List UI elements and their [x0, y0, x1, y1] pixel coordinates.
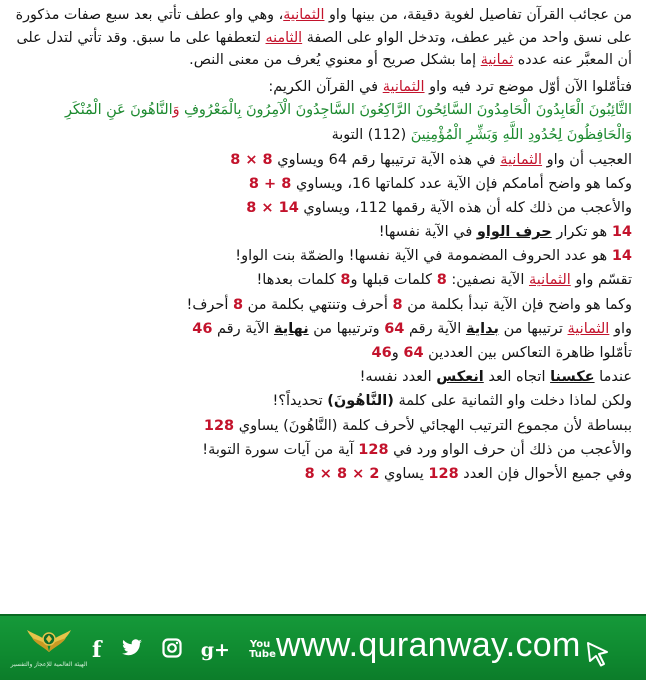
fact-text: ترتيبها من: [498, 320, 568, 337]
instagram-icon[interactable]: [162, 638, 182, 662]
footer-divider: [0, 614, 646, 616]
fact-text: تحديداً؟!: [272, 393, 328, 410]
emphasis-term: بداية: [465, 320, 499, 337]
intro-text: ، وهي واو عطف تأتي بعد سبع صفات مذكورة على نسق واحد من غير عطف، وتدخل الواو على الصفة: [15, 7, 632, 46]
highlight-number: 14: [611, 224, 632, 241]
highlight-term: الثمانية: [500, 151, 543, 168]
emphasis-term: عكسنا: [550, 369, 595, 386]
fact-text: واو: [609, 320, 632, 337]
fact-line: [12, 268, 632, 292]
highlight-number: 64: [403, 345, 424, 361]
fact-text: أحرف وتنتهي بكلمة من: [243, 296, 393, 313]
fact-text: وكما هو واضح فإن الآية تبدأ بكلمة من: [402, 296, 632, 313]
fact-line: [12, 317, 632, 341]
youtube-icon[interactable]: You Tube: [249, 639, 276, 660]
fact-text: وكما هو واضح أمامكم فإن الآية عدد كلماتها 16، ويساوي: [291, 175, 632, 192]
highlight-number: 8: [232, 296, 244, 313]
fact-text: في الآية نفسها!: [378, 224, 477, 241]
fact-line: [12, 172, 632, 196]
highlight-number: 8: [392, 296, 403, 313]
social-links: [92, 636, 285, 664]
verse-text: النَّاهُونَ عَنِ الْمُنْكَرِ وَالْحَافِظُونَ لِحُدُودِ اللَّهِ وَبَشِّرِ الْمُؤْمِنِينَ: [64, 101, 632, 143]
fact-line: [12, 462, 632, 486]
highlight-number: 8 × 14: [246, 199, 299, 216]
facebook-icon[interactable]: f: [92, 637, 102, 663]
fact-text: كلمات قبلها و: [350, 272, 437, 289]
website-link[interactable]: www.quranway.com: [276, 626, 581, 664]
emphasis-term: (النَّاهُونَ): [327, 393, 394, 410]
fact-text: ولكن لماذا دخلت واو الثمانية على كلمة: [393, 393, 632, 410]
highlight-number: 8 × 8 × 2: [304, 465, 380, 482]
organization-logo[interactable]: [4, 622, 94, 678]
fact-text: و: [391, 345, 404, 361]
highlight-number: 14: [611, 248, 632, 265]
fact-text: الآية نصفين:: [446, 272, 529, 289]
pointer-cursor-icon: [585, 640, 611, 668]
twitter-icon[interactable]: [121, 639, 143, 661]
fact-line: [12, 220, 632, 244]
fact-text: العدد نفسه!: [359, 369, 437, 386]
fact-text: تقسّم واو: [570, 272, 632, 289]
fact-text: والأعجب من ذلك أن حرف الواو ورد في: [388, 441, 632, 458]
intro-paragraph: [12, 4, 632, 72]
intro-text: من عجائب القرآن تفاصيل لغوية دقيقة، من بينها واو: [324, 7, 632, 23]
fact-text: هو تكرار: [551, 224, 612, 241]
verse-waw: وَ: [172, 101, 180, 118]
emphasis-term: نهاية: [273, 320, 309, 337]
fact-text: اتجاه العد: [483, 369, 551, 386]
verse-intro: [12, 76, 632, 98]
fact-text: وترتيبها من: [308, 320, 385, 337]
highlight-number: 128: [203, 417, 235, 434]
fact-text: ببساطة لأن مجموع الترتيب الهجائي لأحرف كلمة (النَّاهُونَ) يساوي: [234, 417, 632, 434]
highlight-number: 8: [340, 272, 351, 289]
highlight-term: الثمانية: [567, 320, 610, 337]
highlight-term: الثمانية: [382, 78, 425, 95]
quran-verse: [12, 98, 632, 148]
fact-text: تأمّلوا ظاهرة التعاكس بين العددين: [423, 345, 632, 361]
highlight-term: الثامنه: [265, 29, 303, 46]
fact-text: والأعجب من ذلك كله أن هذه الآية رقمها 112، ويساوي: [298, 199, 632, 216]
fact-text: الآية رقم: [212, 320, 274, 337]
verse-intro-text: فتأمّلوا الآن أوّل موضع ترد فيه واو: [424, 78, 632, 95]
emphasis-term: انعكس: [436, 369, 484, 386]
highlight-number: 46: [192, 320, 213, 337]
verse-text: التَّائِبُونَ الْعَابِدُونَ الْحَامِدُونَ السَّائِحُونَ الرَّاكِعُونَ السَّاجِدُونَ الْآمِرُونَ بِالْمَعْرُوفِ: [179, 101, 632, 118]
fact-text: يساوي: [379, 465, 429, 482]
highlight-number: 64: [384, 320, 405, 337]
fact-line: [12, 365, 632, 389]
fact-text: وفي جميع الأحوال فإن العدد: [458, 465, 632, 482]
highlight-number: 128: [358, 441, 389, 458]
fact-text: آية من آيات سورة التوبة!: [202, 441, 359, 458]
fact-line: [12, 389, 632, 413]
highlight-number: 8 × 8: [230, 151, 273, 168]
fact-text: العجيب أن واو: [542, 151, 632, 168]
google-plus-icon[interactable]: g+: [200, 639, 230, 661]
fact-text: كلمات بعدها!: [256, 272, 341, 289]
emphasis-term: حرف الواو: [476, 224, 552, 241]
fact-text: عندما: [594, 369, 632, 386]
intro-text: إما بشكل صريح أو معنوي يُعرف من معنى النص.: [189, 52, 481, 68]
fact-line: [12, 438, 632, 462]
fact-line: [12, 293, 632, 317]
highlight-number: 8: [436, 272, 447, 289]
highlight-term: الثمانية: [283, 7, 325, 23]
footer-bar: [0, 614, 646, 680]
verse-intro-text: في القرآن الكريم:: [268, 78, 383, 95]
highlight-term: الثمانية: [528, 272, 571, 289]
fact-line: [12, 341, 632, 365]
intro-text: لتعطفها على ما سبق. وقد تأتي لتدل على أن المعبَّر عنه عدده: [16, 29, 632, 68]
highlight-number: 8 + 8: [248, 175, 292, 192]
fact-text: أحرف!: [186, 296, 233, 313]
fact-text: في هذه الآية ترتيبها رقم 64 ويساوي: [272, 151, 501, 168]
highlight-number: 46: [371, 345, 392, 361]
fact-line: [12, 244, 632, 268]
highlight-term: ثمانية: [480, 52, 514, 68]
fact-text: هو عدد الحروف المضمومة في الآية نفسها! والضمّة بنت الواو!: [235, 248, 612, 265]
fact-line: [12, 414, 632, 438]
wings-logo-icon: [26, 622, 72, 660]
fact-line: [12, 196, 632, 220]
logo-caption: الهيئة العالمية للإعجاز والتفسير: [10, 661, 88, 668]
fact-line: [12, 148, 632, 172]
fact-text: الآية رقم: [404, 320, 466, 337]
highlight-number: 128: [428, 465, 459, 482]
verse-reference: (112) التوبة: [331, 126, 411, 143]
